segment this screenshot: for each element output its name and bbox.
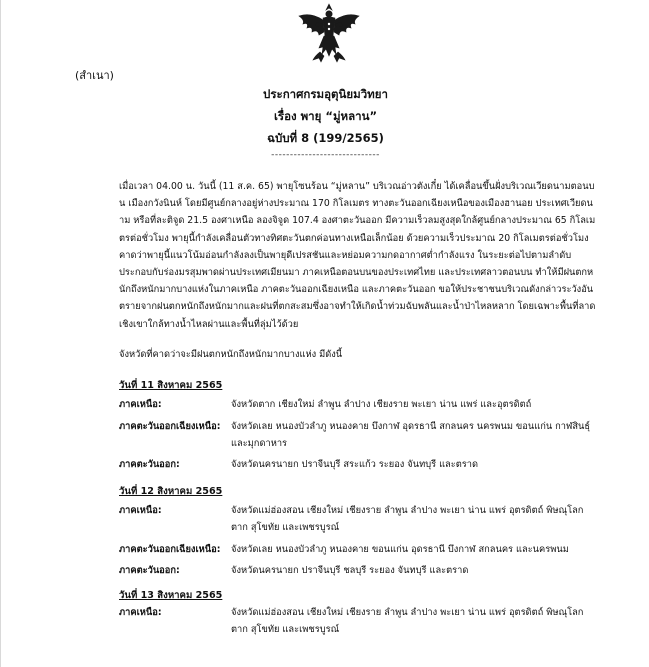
region-label: ภาคตะวันออก:: [119, 565, 180, 576]
region-label: ภาคเหนือ:: [119, 607, 162, 618]
copy-label: (สำเนา): [75, 69, 114, 82]
garuda-emblem-icon: [293, 2, 365, 64]
announcement-subject: เรื่อง พายุ “มู่หลาน”: [273, 109, 378, 123]
region-provinces: จังหวัดตาก เชียงใหม่ ลำพูน ลำปาง เชียงราย พะเยา น่าน แพร่ และอุตรดิตถ์: [231, 399, 532, 410]
announcement-title: ประกาศกรมอุตุนิยมวิทยา: [263, 87, 388, 101]
region-label: ภาคตะวันออกเฉียงเหนือ:: [119, 544, 221, 555]
region-label: ภาคตะวันออกเฉียงเหนือ:: [119, 421, 221, 432]
province-list-intro: จังหวัดที่คาดว่าจะมีฝนตกหนักถึงหนักมากบางแห่ง มีดังนี้: [119, 349, 343, 360]
region-provinces: จังหวัดแม่ฮ่องสอน เชียงใหม่ เชียงราย ลำพูน ลำปาง พะเยา น่าน แพร่ อุตรดิตถ์ พิษณุโลก ตาก สุโขทัย และเพชรบูรณ์: [231, 505, 584, 533]
day-heading: วันที่ 12 สิงหาคม 2565: [119, 486, 223, 497]
issue-number: ฉบับที่ 8 (199/2565): [267, 131, 384, 145]
region-provinces: จังหวัดเลย หนองบัวลำภู หนองคาย บึงกาฬ อุดรธานี สกลนคร นครพนม ขอนแก่น กาฬสินธุ์ และมุกดาหาร: [231, 421, 591, 449]
region-label: ภาคเหนือ:: [119, 505, 162, 516]
region-provinces: จังหวัดนครนายก ปราจีนบุรี ชลบุรี ระยอง จันทบุรี และตราด: [231, 565, 469, 576]
region-provinces: จังหวัดเลย หนองบัวลำภู หนองคาย ขอนแก่น อุดรธานี บึงกาฬ สกลนคร และนครพนม: [231, 544, 569, 555]
separator-line: -----------------------------: [271, 150, 380, 160]
region-provinces: จังหวัดแม่ฮ่องสอน เชียงใหม่ เชียงราย ลำพูน ลำปาง พะเยา น่าน แพร่ อุตรดิตถ์ พิษณุโลก ตาก สุโขทัย และเพชรบูรณ์: [231, 607, 584, 635]
body-paragraph-1: เมื่อเวลา 04.00 น. วันนี้ (11 ส.ค. 65) พายุโซนร้อน “มู่หลาน” บริเวณอ่าวตังเกี๋ย ได้เคลื่อนขึ้นฝั่งบริเวณเวียดนามตอนบน เมืองกวังนินห์ โดยมีศูนย์กลางอยู่ห่างประมาณ 170 กิโลเมตร ทางตะวันออกเฉียงเหนือของเมืองฮานอย ประเทศเวียดนาม หรือที่ละติจูด 21.5 องศาเหนือ ลองจิจูด 107.4 องศาตะวันออก มีความเร็วลมสูงสุดใกล้ศูนย์กลางประมาณ 65 กิโลเมตรต่อชั่วโมง พายุนี้กำลังเคลื่อนตัวทางทิศตะวันตกค่อนทางเหนือเล็กน้อย ด้วยความเร็วประมาณ 20 กิโลเมตรต่อชั่วโมง คาดว่าพายุนี้แนวโน้มอ่อนกำลังลงเป็นพายุดีเปรสชันและหย่อมความกดอากาศต่ำกำลังแรง ในระยะต่อไปตามลำดับ: [119, 181, 596, 261]
region-label: ภาคตะวันออก:: [119, 459, 180, 470]
day-heading: วันที่ 13 สิงหาคม 2565: [119, 590, 223, 601]
body-paragraph-2: ประกอบกับร่องมรสุมพาดผ่านประเทศเมียนมา ภาคเหนือตอนบนของประเทศไทย และประเทศลาวตอนบน ทำให้มีฝนตกหนักถึงหนักมากบางแห่งในภาคเหนือ ภาคตะวันออกเฉียงเหนือ และภาคตะวันออก ขอให้ประชาชนบริเวณดังกล่าวระวังอันตรายจากฝนตกหนักถึงหนักมากและฝนที่ตกสะสมซึ่งอาจทำให้เกิดน้ำท่วมฉับพลันและน้ำป่าไหลหลาก โดยเฉพาะพื้นที่ลาดเชิงเขาใกล้ทางน้ำไหลผ่านและพื้นที่ลุ่มไว้ด้วย: [119, 267, 596, 330]
day-heading: วันที่ 11 สิงหาคม 2565: [119, 380, 223, 391]
region-provinces: จังหวัดนครนายก ปราจีนบุรี สระแก้ว ระยอง จันทบุรี และตราด: [231, 459, 479, 470]
region-label: ภาคเหนือ:: [119, 399, 162, 410]
